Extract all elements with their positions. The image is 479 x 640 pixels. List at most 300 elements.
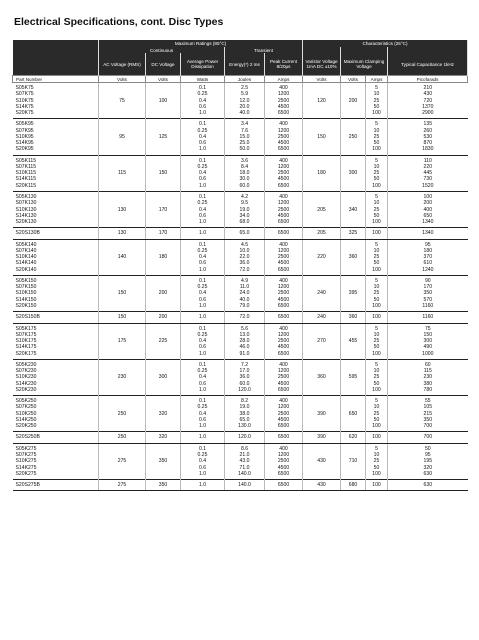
unit-label: Amps (265, 76, 303, 83)
table-cell (99, 83, 146, 92)
table-cell: 430 (303, 458, 341, 464)
table-cell: 50 (366, 213, 388, 219)
table-row (13, 312, 468, 323)
table-cell: 225 (146, 338, 181, 344)
table-cell (146, 359, 181, 368)
part-number-cell: S10K115 (13, 170, 99, 176)
table-cell: 2500 (265, 134, 303, 140)
table-cell (99, 155, 146, 164)
table-cell: 0.25 (181, 164, 225, 170)
table-cell (303, 191, 341, 200)
table-row (13, 432, 468, 443)
table-cell: 630 (388, 480, 468, 491)
table-cell: 430 (303, 480, 341, 491)
table-cell: 1370 (422, 103, 434, 110)
table-cell: 870 (423, 140, 433, 147)
table-row (13, 239, 468, 248)
table-cell: 0.25 (181, 404, 225, 410)
unit-label: Volts (146, 76, 181, 83)
table-cell (146, 219, 181, 228)
table-cell: 325 (341, 228, 366, 239)
table-cell (99, 423, 146, 432)
table-cell: 175 (99, 338, 146, 344)
table-cell: 25.0 (225, 140, 265, 146)
capacitance-header: Typical Capacitance 1kHz (388, 53, 468, 76)
table-cell: 115 (99, 170, 146, 176)
table-cell: 5 (366, 155, 388, 164)
table-cell: 5 (366, 443, 388, 452)
part-number-cell: S05K230 (13, 359, 99, 368)
table-cell: 0.25 (181, 368, 225, 374)
table-cell (146, 396, 181, 405)
table-cell: 1340 (422, 219, 434, 226)
part-number-cell: S14K150 (13, 297, 99, 303)
part-number-cell: S10K250 (13, 411, 99, 417)
table-cell: 180 (303, 170, 341, 176)
table-cell (146, 239, 181, 248)
table-cell (303, 146, 341, 155)
table-row (13, 443, 468, 452)
table-cell: 595 (341, 374, 366, 380)
characteristics-header: Characteristics (25°C) (303, 40, 468, 47)
table-cell: 350 (146, 480, 181, 491)
part-number-cell: S10K95 (13, 134, 99, 140)
unit-label: Volts (303, 76, 341, 83)
table-cell: 0.6 (181, 417, 225, 423)
table-cell: 0.4 (181, 254, 225, 260)
table-row (13, 146, 468, 155)
table-cell: 180 (423, 247, 433, 254)
table-cell: 1160 (388, 312, 468, 323)
table-cell (303, 275, 341, 284)
table-cell: 1000 (422, 350, 434, 357)
table-cell: 0.6 (181, 213, 225, 219)
table-cell (146, 323, 181, 332)
avg-power-header: Average Power Dissipation (181, 53, 225, 76)
table-cell: 5 (366, 119, 388, 128)
table-cell: 72.0 (225, 312, 265, 323)
table-cell: 5 (366, 359, 388, 368)
table-cell: 250 (99, 411, 146, 417)
table-cell (341, 183, 366, 192)
table-cell (146, 183, 181, 192)
table-cell: 170 (146, 207, 181, 213)
table-cell (341, 239, 366, 248)
table-cell: 6500 (265, 267, 303, 276)
table-cell: 0.1 (181, 275, 225, 284)
table-cell: 1200 (265, 200, 303, 206)
part-number-cell: S14K95 (13, 140, 99, 146)
unit-label: Volts (99, 76, 146, 83)
table-cell: 150 (303, 134, 341, 140)
table-cell: 250 (341, 134, 366, 140)
table-cell: 5 (366, 323, 388, 332)
table-cell: 1200 (265, 128, 303, 134)
table-cell: 360 (341, 312, 366, 323)
table-cell: 0.25 (181, 200, 225, 206)
table-cell: 100 (366, 303, 388, 312)
table-cell: 320 (146, 432, 181, 443)
table-cell: 1.0 (181, 351, 225, 360)
table-cell: 200 (146, 312, 181, 323)
part-number-cell: S05K140 (13, 239, 99, 248)
table-row (13, 480, 468, 491)
unit-label: Joules (225, 76, 265, 83)
table-cell: 25 (366, 290, 388, 296)
peak-current-header: Peak Current 8/20µs (265, 53, 303, 76)
table-cell (303, 359, 341, 368)
table-cell: 620 (341, 432, 366, 443)
table-cell: 100 (366, 110, 388, 119)
table-cell: 4500 (265, 260, 303, 266)
table-cell: 6500 (265, 351, 303, 360)
table-cell (146, 191, 181, 200)
table-cell: 260 (423, 127, 433, 134)
table-cell: 170 (423, 284, 433, 291)
table-cell: 4.9 (225, 275, 265, 284)
table-cell: 10 (366, 284, 388, 290)
table-cell: 25 (366, 98, 388, 104)
table-cell: 6500 (265, 432, 303, 443)
table-cell: 1200 (265, 452, 303, 458)
table-cell: 100 (366, 183, 388, 192)
table-cell: 200 (146, 290, 181, 296)
table-cell: 275 (99, 480, 146, 491)
table-cell: 0.6 (181, 344, 225, 350)
table-cell: 120.0 (225, 432, 265, 443)
table-cell: 10 (366, 368, 388, 374)
table-cell: 0.25 (181, 284, 225, 290)
table-cell (341, 323, 366, 332)
table-cell: 105 (423, 404, 433, 411)
table-cell: 1200 (265, 284, 303, 290)
table-cell (99, 443, 146, 452)
table-cell: 38.0 (225, 411, 265, 417)
table-cell: 4500 (265, 417, 303, 423)
table-cell: 140.0 (225, 480, 265, 491)
table-cell (99, 387, 146, 396)
table-row (13, 83, 468, 92)
table-cell (341, 387, 366, 396)
table-cell: 400 (265, 155, 303, 164)
table-cell: 71.0 (225, 465, 265, 471)
table-cell: 130.0 (225, 423, 265, 432)
table-cell (146, 110, 181, 119)
table-cell: 2500 (265, 254, 303, 260)
table-cell: 0.4 (181, 134, 225, 140)
table-cell: 36.0 (225, 374, 265, 380)
table-cell: 10 (366, 404, 388, 410)
table-cell (146, 155, 181, 164)
continuous-header: Continuous (99, 47, 225, 53)
part-number-cell: S20S250B (13, 432, 99, 443)
table-cell (341, 191, 366, 200)
table-cell (146, 387, 181, 396)
table-cell: 6500 (265, 303, 303, 312)
table-cell: 2500 (265, 458, 303, 464)
table-cell: 4500 (265, 140, 303, 146)
table-cell: 25 (366, 134, 388, 140)
table-row (13, 351, 468, 360)
table-cell: 50 (388, 443, 468, 452)
table-cell: 1200 (265, 368, 303, 374)
table-cell: 6500 (265, 471, 303, 480)
table-cell: 10 (366, 452, 388, 458)
table-cell: 0.4 (181, 170, 225, 176)
table-cell (303, 183, 341, 192)
table-cell (303, 119, 341, 128)
table-cell: 4.2 (225, 191, 265, 200)
table-cell (99, 396, 146, 405)
table-cell: 220 (423, 163, 433, 170)
table-cell: 360 (303, 374, 341, 380)
table-cell: 10 (366, 91, 388, 97)
table-cell: 610 (423, 260, 433, 267)
table-cell (146, 146, 181, 155)
table-cell (341, 275, 366, 284)
table-cell (146, 275, 181, 284)
table-cell: 2900 (422, 110, 434, 117)
table-cell (341, 303, 366, 312)
table-cell: 5 (366, 191, 388, 200)
table-cell (341, 110, 366, 119)
table-cell (303, 423, 341, 432)
table-cell: 150 (99, 290, 146, 296)
part-number-cell: S07K75 (13, 91, 99, 97)
part-number-cell: S07K150 (13, 284, 99, 290)
table-cell: 100 (366, 228, 388, 239)
table-cell: 0.6 (181, 104, 225, 110)
table-cell: 10 (366, 164, 388, 170)
table-cell: 390 (303, 432, 341, 443)
table-cell (99, 183, 146, 192)
table-cell: 4500 (265, 104, 303, 110)
table-cell: 400 (265, 191, 303, 200)
table-cell (341, 359, 366, 368)
table-cell: 55 (388, 396, 468, 405)
table-cell (99, 275, 146, 284)
part-number-cell: S20S150B (13, 312, 99, 323)
table-cell: 72.0 (225, 267, 265, 276)
dc-voltage-header: DC Voltage (146, 53, 181, 76)
part-number-cell: S07K230 (13, 368, 99, 374)
part-number-cell: S05K130 (13, 191, 99, 200)
table-cell: 2500 (265, 290, 303, 296)
table-cell: 91.0 (225, 351, 265, 360)
ac-voltage-header: AC Voltage (RMS) (99, 53, 146, 76)
table-row (13, 359, 468, 368)
table-cell (99, 351, 146, 360)
table-cell: 1.0 (181, 267, 225, 276)
table-row (13, 275, 468, 284)
table-cell: 10 (366, 128, 388, 134)
table-cell: 120.0 (225, 387, 265, 396)
table-cell: 1.0 (181, 110, 225, 119)
table-cell: 0.1 (181, 396, 225, 405)
table-cell: 455 (341, 338, 366, 344)
table-cell: 50 (366, 176, 388, 182)
max-ratings-header: Maximum Ratings (85°C) (99, 40, 303, 47)
table-cell (303, 219, 341, 228)
table-cell: 0.1 (181, 359, 225, 368)
table-cell: 25 (366, 411, 388, 417)
table-cell: 6500 (265, 387, 303, 396)
table-cell: 0.25 (181, 91, 225, 97)
table-cell: 630 (423, 470, 433, 477)
table-cell: 370 (423, 254, 433, 261)
table-cell: 100 (366, 471, 388, 480)
table-cell: 20.0 (225, 104, 265, 110)
table-cell (303, 323, 341, 332)
table-cell: 60 (388, 359, 468, 368)
table-cell: 100 (366, 480, 388, 491)
table-cell: 395 (341, 290, 366, 296)
table-cell: 230 (423, 374, 433, 381)
table-cell: 68.0 (225, 219, 265, 228)
table-cell: 445 (423, 170, 433, 177)
table-cell: 350 (423, 416, 433, 423)
table-cell: 300 (423, 338, 433, 345)
table-cell: 8.6 (225, 443, 265, 452)
table-cell: 5 (366, 239, 388, 248)
table-cell: 79.0 (225, 303, 265, 312)
table-row (13, 387, 468, 396)
table-cell (303, 351, 341, 360)
table-cell: 5 (366, 275, 388, 284)
table-cell (303, 267, 341, 276)
table-cell: 100 (366, 432, 388, 443)
table-cell (146, 119, 181, 128)
table-cell (99, 323, 146, 332)
part-number-cell: S14K130 (13, 213, 99, 219)
table-cell: 0.1 (181, 323, 225, 332)
part-number-cell: S07K275 (13, 452, 99, 458)
table-cell: 400 (265, 239, 303, 248)
table-cell: 5.9 (225, 91, 265, 97)
part-number-cell: S20K75 (13, 110, 99, 119)
table-cell: 15.0 (225, 134, 265, 140)
table-cell (99, 303, 146, 312)
table-cell: 100 (366, 423, 388, 432)
table-cell: 135 (388, 119, 468, 128)
table-cell: 22.0 (225, 254, 265, 260)
table-cell: 65.0 (225, 228, 265, 239)
table-cell: 21.0 (225, 452, 265, 458)
table-cell: 25 (366, 170, 388, 176)
table-cell: 140.0 (225, 471, 265, 480)
table-cell: 100 (366, 351, 388, 360)
table-cell: 0.6 (181, 176, 225, 182)
energy-header: Energy(*) 2 ms (225, 53, 265, 76)
table-cell: 4500 (265, 213, 303, 219)
table-cell: 0.1 (181, 443, 225, 452)
part-number-cell: S20K275 (13, 471, 99, 480)
table-cell: 75 (99, 98, 146, 104)
table-cell (303, 396, 341, 405)
table-cell: 200 (341, 98, 366, 104)
table-cell: 7.2 (225, 359, 265, 368)
table-cell: 100 (366, 219, 388, 228)
table-cell: 390 (303, 411, 341, 417)
table-cell: 10.0 (225, 248, 265, 254)
table-cell: 320 (146, 411, 181, 417)
table-cell: 270 (303, 338, 341, 344)
table-cell (303, 471, 341, 480)
part-number-cell: S10K130 (13, 207, 99, 213)
table-cell: 46.0 (225, 344, 265, 350)
table-cell: 2.5 (225, 83, 265, 92)
table-cell: 1.0 (181, 423, 225, 432)
table-row (13, 219, 468, 228)
table-row (13, 155, 468, 164)
table-cell: 1200 (265, 332, 303, 338)
table-cell: 8.4 (225, 164, 265, 170)
table-cell (146, 267, 181, 276)
table-cell: 0.25 (181, 248, 225, 254)
part-number-cell: S20K250 (13, 423, 99, 432)
table-cell: 1.0 (181, 432, 225, 443)
table-cell: 6500 (265, 110, 303, 119)
part-number-cell: S20K95 (13, 146, 99, 155)
table-cell: 1200 (265, 164, 303, 170)
table-cell (99, 146, 146, 155)
table-cell: 0.25 (181, 332, 225, 338)
table-cell: 0.6 (181, 381, 225, 387)
part-number-cell: S14K230 (13, 381, 99, 387)
table-cell: 50 (366, 344, 388, 350)
part-number-cell: S05K150 (13, 275, 99, 284)
table-cell: 25 (366, 254, 388, 260)
table-cell: 150 (423, 331, 433, 338)
table-cell: 400 (265, 119, 303, 128)
table-cell: 4500 (265, 344, 303, 350)
table-cell: 36.0 (225, 260, 265, 266)
table-cell: 150 (146, 170, 181, 176)
table-cell: 220 (303, 254, 341, 260)
table-row (13, 471, 468, 480)
part-number-cell: S05K95 (13, 119, 99, 128)
table-cell: 100 (146, 98, 181, 104)
table-cell: 130 (99, 228, 146, 239)
table-cell: 205 (303, 207, 341, 213)
table-cell (341, 155, 366, 164)
table-cell (146, 351, 181, 360)
table-cell: 1.0 (181, 146, 225, 155)
part-number-cell: S20S130B (13, 228, 99, 239)
table-cell: 150 (99, 312, 146, 323)
part-number-cell: S07K175 (13, 332, 99, 338)
table-row (13, 396, 468, 405)
table-row (13, 423, 468, 432)
table-cell (99, 119, 146, 128)
table-cell: 6500 (265, 423, 303, 432)
header-blank (13, 40, 99, 47)
part-number-cell: S05K115 (13, 155, 99, 164)
table-cell (146, 471, 181, 480)
table-cell: 3.6 (225, 155, 265, 164)
table-cell: 400 (265, 359, 303, 368)
table-cell: 40.0 (225, 297, 265, 303)
table-cell: 350 (423, 290, 433, 297)
table-cell: 0.1 (181, 155, 225, 164)
table-cell: 90 (388, 275, 468, 284)
table-cell: 0.25 (181, 452, 225, 458)
table-cell: 5 (366, 396, 388, 405)
table-cell: 720 (423, 97, 433, 104)
table-cell: 2500 (265, 338, 303, 344)
part-number-cell: S05K75 (13, 83, 99, 92)
table-cell: 230 (99, 374, 146, 380)
